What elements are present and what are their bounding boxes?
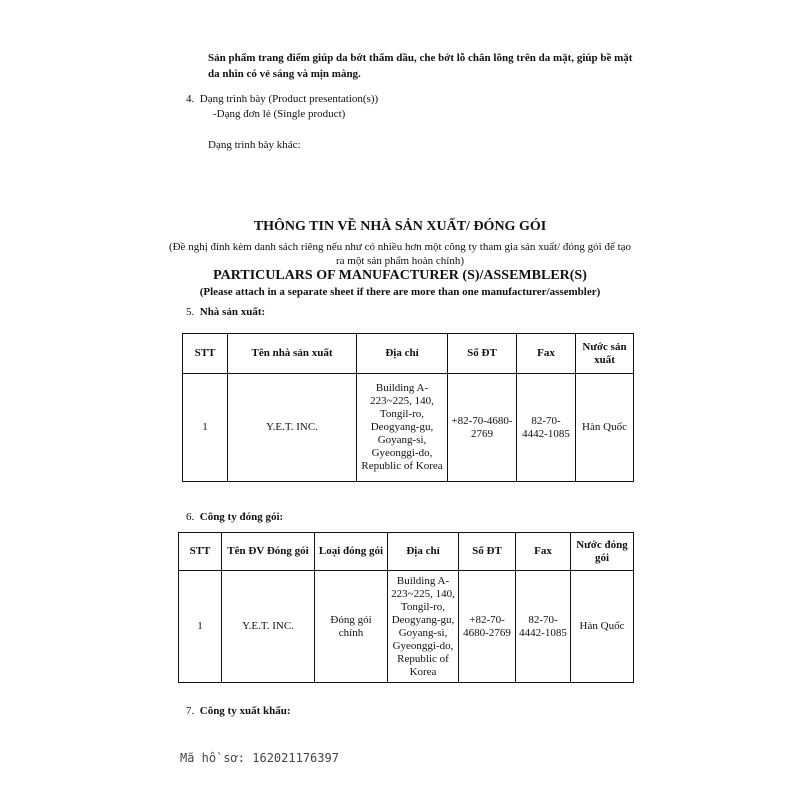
table-row bbox=[179, 571, 634, 683]
header-fax: Fax bbox=[517, 334, 576, 374]
section-5-title bbox=[186, 306, 265, 318]
cell-country: Hàn Quốc bbox=[571, 571, 634, 683]
cell-phone: +82-70-4680-2769 bbox=[459, 571, 516, 683]
section-4-label: Dạng trình bày (Product presentation(s)) bbox=[199, 93, 379, 105]
section-7-label: Công ty xuất khẩu: bbox=[199, 705, 291, 717]
section-4-number: 4. bbox=[186, 93, 195, 105]
cell-phone: +82-70-4680-2769 bbox=[448, 374, 517, 482]
cell-address: Building A-223~225, 140, Tongil-ro, Deogyang-gu, Goyang-si, Gyeonggi-do, Republic of Korea bbox=[357, 374, 448, 482]
section-7-title bbox=[186, 705, 291, 717]
section-7-number: 7. bbox=[186, 705, 195, 717]
header-fax: Fax bbox=[516, 533, 571, 571]
header-name: Tên nhà sản xuất bbox=[228, 334, 357, 374]
cell-name: Y.E.T. INC. bbox=[222, 571, 315, 683]
single-product-text: -Dạng đơn lẻ (Single product) bbox=[213, 108, 346, 120]
heading-vietnamese: THÔNG TIN VỀ NHÀ SẢN XUẤT/ ĐÓNG GÓI bbox=[253, 219, 547, 234]
packager-table bbox=[178, 532, 634, 683]
other-presentation-text: Dạng trình bày khác: bbox=[208, 139, 301, 151]
cell-fax: 82-70-4442-1085 bbox=[517, 374, 576, 482]
table-header-row bbox=[183, 334, 634, 374]
product-description: Sản phẩm trang điểm giúp da bớt thấm dầu, che bớt lỗ chân lông trên da mặt, giúp bề mặt da nhìn có vẻ sáng và mịn màng. bbox=[208, 52, 633, 80]
record-code: Mã hồ sơ: 162021176397 bbox=[180, 751, 339, 765]
cell-address: Building A-223~225, 140, Tongil-ro, Deogyang-gu, Goyang-si, Gyeonggi-do, Republic of Korea bbox=[388, 571, 459, 683]
header-phone: Số ĐT bbox=[459, 533, 516, 571]
header-country: Nước đóng gói bbox=[571, 533, 634, 571]
header-address: Địa chỉ bbox=[357, 334, 448, 374]
subheading-vietnamese-text: (Đề nghị đính kèm danh sách riêng nếu như có nhiều hơn một công ty tham gia sản xuất/ đóng gói để tạo ra một sản phẩm hoàn chỉnh) bbox=[168, 241, 632, 267]
header-stt: STT bbox=[183, 334, 228, 374]
cell-name: Y.E.T. INC. bbox=[228, 374, 357, 482]
subheading-vietnamese bbox=[0, 240, 800, 268]
header-address: Địa chỉ bbox=[388, 533, 459, 571]
section-6-label: Công ty đóng gói: bbox=[199, 511, 284, 523]
table-header-row bbox=[179, 533, 634, 571]
section-6-number: 6. bbox=[186, 511, 195, 523]
cell-stt: 1 bbox=[179, 571, 222, 683]
table-row bbox=[183, 374, 634, 482]
section-5-number: 5. bbox=[186, 306, 195, 318]
cell-country: Hàn Quốc bbox=[576, 374, 634, 482]
heading-english: PARTICULARS OF MANUFACTURER (S)/ASSEMBLER(S) bbox=[213, 268, 587, 283]
subheading-english: (Please attach in a separate sheet if there are more than one manufacturer/assembler) bbox=[199, 286, 601, 298]
cell-type: Đóng gói chính bbox=[315, 571, 388, 683]
cell-stt: 1 bbox=[183, 374, 228, 482]
header-phone: Số ĐT bbox=[448, 334, 517, 374]
header-name: Tên ĐV Đóng gói bbox=[222, 533, 315, 571]
cell-fax: 82-70-4442-1085 bbox=[516, 571, 571, 683]
section-6-title bbox=[186, 511, 283, 523]
header-type: Loại đóng gói bbox=[315, 533, 388, 571]
header-stt: STT bbox=[179, 533, 222, 571]
manufacturer-table bbox=[182, 333, 634, 482]
section-4 bbox=[186, 92, 378, 122]
header-country: Nước sản xuất bbox=[576, 334, 634, 374]
section-5-label: Nhà sản xuất: bbox=[199, 306, 266, 318]
